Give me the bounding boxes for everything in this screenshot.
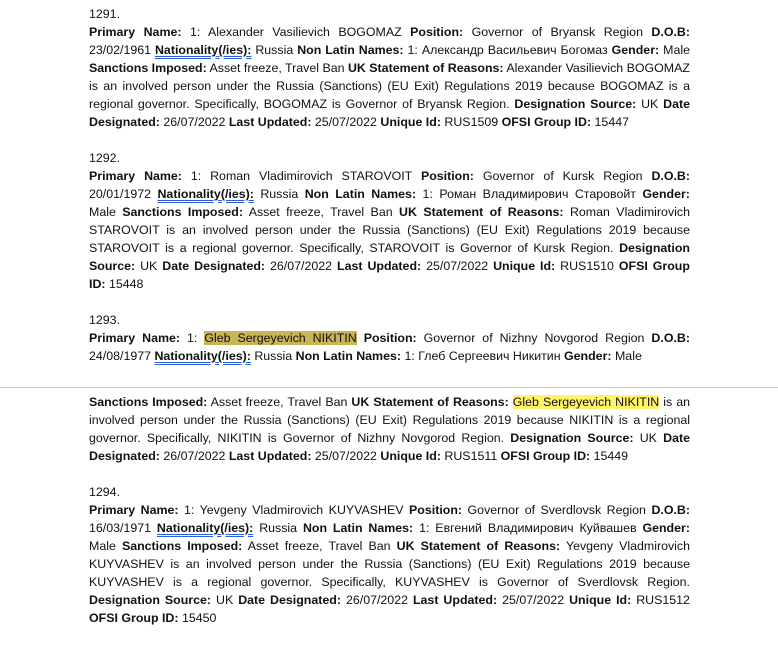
last-updated-value: 25/07/2022 xyxy=(502,593,565,607)
label-non-latin: Non Latin Names: xyxy=(304,187,417,201)
document-page-2 xyxy=(89,393,690,645)
label-ofsi-group: OFSI Group ID: xyxy=(500,449,591,463)
label-ofsi-group: OFSI Group ID: xyxy=(89,611,179,625)
entry-paragraph[interactable] xyxy=(89,393,690,465)
label-primary-name: Primary Name: xyxy=(89,25,182,39)
primary-name-value: 1: Yevgeny Vladmirovich KUYVASHEV xyxy=(184,503,404,517)
position-value: Governor of Nizhny Novgorod Region xyxy=(423,331,645,345)
label-statement: UK Statement of Reasons: xyxy=(399,205,564,219)
label-designation-source: Designation Source: xyxy=(89,593,212,607)
nationality-value: Russia xyxy=(254,349,293,363)
unique-id-value: RUS1511 xyxy=(444,449,498,463)
sanctions-value: Asset freeze, Travel Ban xyxy=(209,61,345,75)
label-sanctions: Sanctions Imposed: xyxy=(89,395,208,409)
nationality-value: Russia xyxy=(260,187,299,201)
ofsi-group-value: 15449 xyxy=(593,449,629,463)
label-primary-name: Primary Name: xyxy=(89,169,182,183)
label-dob: D.O.B: xyxy=(651,169,690,183)
label-ofsi-group: OFSI Group ID: xyxy=(89,259,690,291)
label-dob: D.O.B: xyxy=(651,503,690,517)
label-date-designated: Date Designated: xyxy=(162,259,266,273)
nationality-value: Russia xyxy=(259,521,298,535)
gender-value: Male xyxy=(614,349,642,363)
position-value: Governor of Sverdlovsk Region xyxy=(467,503,646,517)
sanctions-entry-1291 xyxy=(89,5,690,131)
sanctions-entry-1293-part2 xyxy=(89,393,690,465)
non-latin-value: 1: Александр Васильевич Богомаз xyxy=(407,43,608,57)
primary-name-value: 1: Roman Vladimirovich STAROVOIT xyxy=(190,169,413,183)
statement-value: is an involved person under the Russia (Sanctions) (EU Exit) Regulations 2019 because NIKITIN is a regional governor. Specifically, NIKITIN is Governor of Nizhny Novgorod Region. xyxy=(89,395,690,445)
designation-source-value: UK xyxy=(639,431,657,445)
label-statement: UK Statement of Reasons: xyxy=(351,395,509,409)
label-statement: UK Statement of Reasons: xyxy=(347,61,504,75)
label-gender: Gender: xyxy=(642,187,690,201)
dob-value: 20/01/1972 xyxy=(89,187,152,201)
dob-value: 16/03/1971 xyxy=(89,521,152,535)
label-last-updated: Last Updated: xyxy=(228,115,312,129)
label-designation-source: Designation Source: xyxy=(510,431,634,445)
label-designation-source: Designation Source: xyxy=(89,241,690,273)
entry-number: 1292. xyxy=(89,151,121,165)
statement-value: Yevgeny Vladmirovich KUYVASHEV is an involved person under the Russia (Sanctions) (EU Exit) Regulations 2019 because KUYVASHEV is a regional governor. Specifically, KUYVASHEV is Governor of Sverdlovsk Region. xyxy=(89,539,691,589)
sanctions-entry-1292 xyxy=(89,149,690,293)
label-gender: Gender: xyxy=(611,43,660,57)
entry-number: 1294. xyxy=(89,485,121,499)
entry-paragraph[interactable] xyxy=(89,501,690,627)
label-gender: Gender: xyxy=(642,521,690,535)
label-sanctions: Sanctions Imposed: xyxy=(121,539,243,553)
label-nationality: Nationality(/ies): xyxy=(154,349,251,363)
label-nationality: Nationality(/ies): xyxy=(156,521,254,535)
gender-value: Male xyxy=(89,539,116,553)
page-break-divider xyxy=(0,387,778,388)
gender-value: Male xyxy=(663,43,690,57)
label-last-updated: Last Updated: xyxy=(337,259,422,273)
label-position: Position: xyxy=(420,169,474,183)
dob-value: 24/08/1977 xyxy=(89,349,152,363)
last-updated-value: 25/07/2022 xyxy=(314,115,377,129)
label-nationality: Nationality(/ies): xyxy=(157,187,254,201)
label-unique-id: Unique Id: xyxy=(493,259,556,273)
label-non-latin: Non Latin Names: xyxy=(297,43,404,57)
label-statement: UK Statement of Reasons: xyxy=(396,539,561,553)
sanctions-value: Asset freeze, Travel Ban xyxy=(248,205,393,219)
sanctions-value: Asset freeze, Travel Ban xyxy=(210,395,348,409)
entry-paragraph[interactable] xyxy=(89,23,690,131)
label-dob: D.O.B: xyxy=(651,25,690,39)
label-ofsi-group: OFSI Group ID: xyxy=(501,115,592,129)
entry-paragraph[interactable] xyxy=(89,167,690,293)
last-updated-value: 25/07/2022 xyxy=(426,259,489,273)
label-non-latin: Non Latin Names: xyxy=(295,349,401,363)
primary-name-highlighted[interactable]: Gleb Sergeyevich NIKITIN xyxy=(204,331,357,345)
dob-value: 23/02/1961 xyxy=(89,43,152,57)
document-page-1 xyxy=(89,5,690,365)
designation-source-value: UK xyxy=(216,593,234,607)
label-non-latin: Non Latin Names: xyxy=(302,521,414,535)
label-position: Position: xyxy=(410,25,464,39)
date-designated-value: 26/07/2022 xyxy=(163,449,226,463)
label-gender: Gender: xyxy=(564,349,612,363)
label-position: Position: xyxy=(363,331,417,345)
statement-name-highlighted[interactable]: Gleb Sergeyevich NIKITIN xyxy=(512,395,660,409)
label-position: Position: xyxy=(409,503,463,517)
label-dob: D.O.B: xyxy=(651,331,690,345)
nationality-value: Russia xyxy=(255,43,294,57)
label-nationality: Nationality(/ies): xyxy=(154,43,252,57)
non-latin-value: 1: Евгений Владимирович Куйвашев xyxy=(419,521,637,535)
entry-paragraph[interactable] xyxy=(89,329,690,365)
primary-name-prefix: 1: xyxy=(187,331,198,345)
label-date-designated: Date Designated: xyxy=(238,593,341,607)
label-sanctions: Sanctions Imposed: xyxy=(89,61,207,75)
ofsi-group-value: 15448 xyxy=(108,277,144,291)
label-last-updated: Last Updated: xyxy=(228,449,312,463)
label-primary-name: Primary Name: xyxy=(89,331,181,345)
primary-name-value: 1: Alexander Vasilievich BOGOMAZ xyxy=(189,25,402,39)
label-primary-name: Primary Name: xyxy=(89,503,179,517)
label-date-designated: Date Designated: xyxy=(89,97,690,129)
label-date-designated: Date Designated: xyxy=(89,431,690,463)
sanctions-entry-1294 xyxy=(89,483,690,627)
label-sanctions: Sanctions Imposed: xyxy=(122,205,243,219)
ofsi-group-value: 15450 xyxy=(181,611,217,625)
date-designated-value: 26/07/2022 xyxy=(163,115,226,129)
position-value: Governor of Bryansk Region xyxy=(471,25,643,39)
last-updated-value: 25/07/2022 xyxy=(314,449,377,463)
unique-id-value: RUS1512 xyxy=(636,593,690,607)
label-unique-id: Unique Id: xyxy=(380,115,441,129)
date-designated-value: 26/07/2022 xyxy=(270,259,333,273)
gender-value: Male xyxy=(89,205,116,219)
ofsi-group-value: 15447 xyxy=(594,115,629,129)
date-designated-value: 26/07/2022 xyxy=(345,593,408,607)
sanctions-value: Asset freeze, Travel Ban xyxy=(247,539,391,553)
label-unique-id: Unique Id: xyxy=(569,593,632,607)
unique-id-value: RUS1509 xyxy=(444,115,499,129)
sanctions-entry-1293-part1 xyxy=(89,311,690,365)
label-unique-id: Unique Id: xyxy=(380,449,441,463)
unique-id-value: RUS1510 xyxy=(560,259,614,273)
entry-number: 1291. xyxy=(89,7,121,21)
designation-source-value: UK xyxy=(140,259,158,273)
position-value: Governor of Kursk Region xyxy=(482,169,643,183)
non-latin-value: 1: Глеб Сергеевич Никитин xyxy=(404,349,561,363)
label-last-updated: Last Updated: xyxy=(412,593,498,607)
statement-value: Alexander Vasilievich BOGOMAZ is an involved person under the Russia (Sanctions) (EU Exit) Regulations 2019 because BOGOMAZ is a regional governor. Specifically, BOGOMAZ is Governor of Bryansk Region. xyxy=(89,61,690,111)
label-designation-source: Designation Source: xyxy=(514,97,637,111)
statement-value: Roman Vladimirovich STAROVOIT is an involved person under the Russia (Sanctions) (EU Exit) Regulations 2019 because STAROVOIT is a regional governor. Specifically, STAROVOIT is Governor of Kursk Region. xyxy=(89,205,690,255)
non-latin-value: 1: Роман Владимирович Старовойт xyxy=(422,187,636,201)
designation-source-value: UK xyxy=(641,97,659,111)
entry-number: 1293. xyxy=(89,313,121,327)
